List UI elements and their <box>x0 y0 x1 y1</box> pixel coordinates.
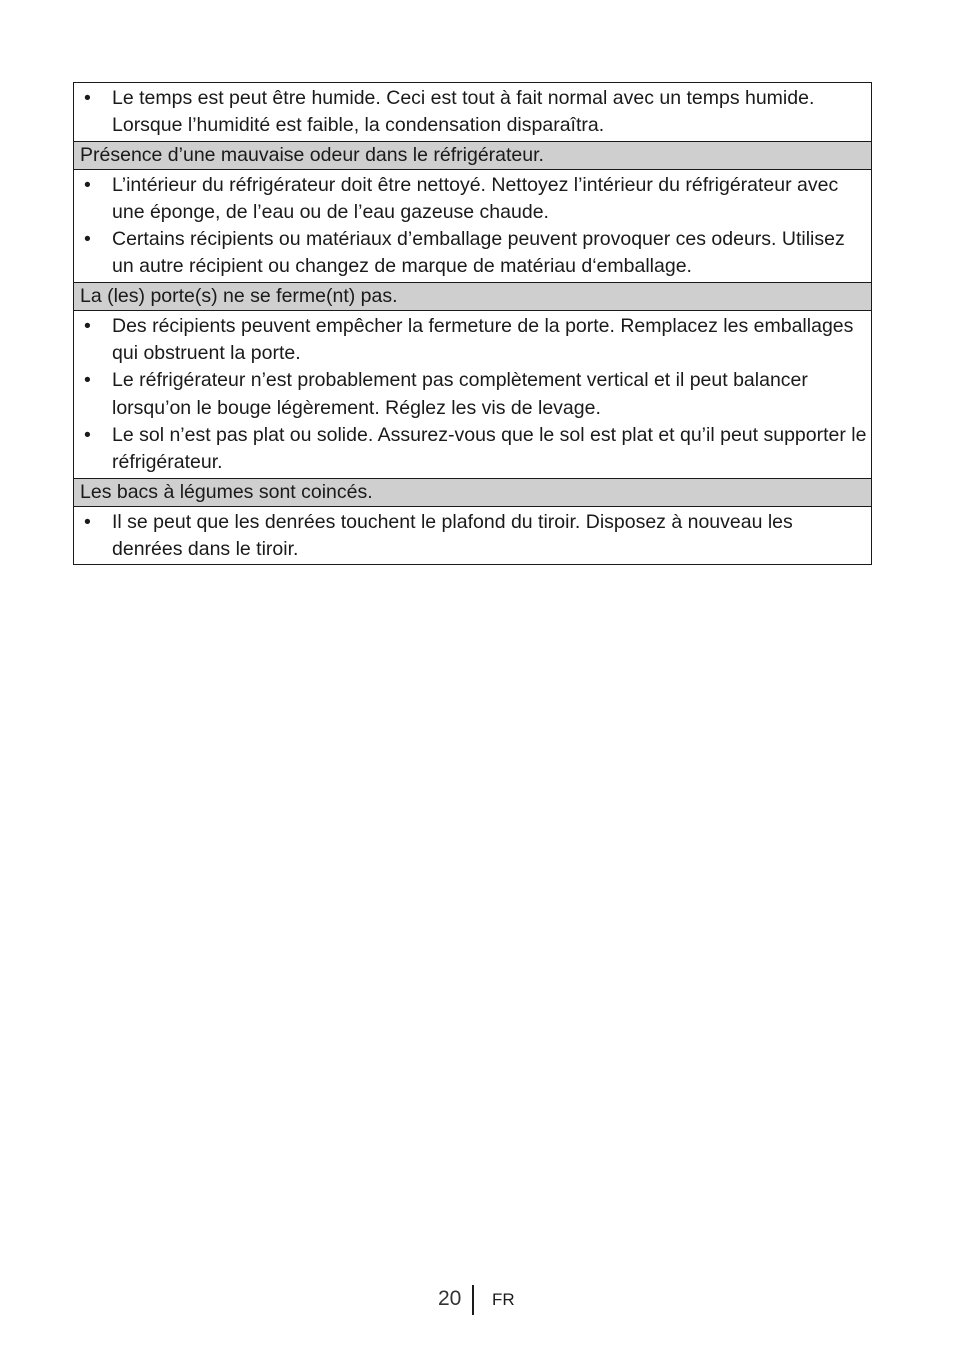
table-body-cell <box>74 170 871 282</box>
list-item <box>80 226 867 281</box>
bullet: • <box>84 510 91 533</box>
bullet: • <box>84 314 91 337</box>
item-text: Le temps est peut être humide. Ceci est tout à fait normal avec un temps humide. Lorsque l’humidité est faible, la condensation disparaîtra. <box>112 87 815 137</box>
bullet: • <box>84 369 91 392</box>
list-item <box>80 85 867 140</box>
list-item <box>80 509 867 564</box>
list-item <box>80 422 867 477</box>
bullet: • <box>84 228 91 251</box>
item-text: Il se peut que les denrées touchent le plafond du tiroir. Disposez à nouveau les denrées dans le tiroir. <box>112 510 793 560</box>
bullet: • <box>84 423 91 446</box>
item-text: L’intérieur du réfrigérateur doit être nettoyé. Nettoyez l’intérieur du réfrigérateur avec une éponge, de l’eau ou de l’eau gazeuse chaude. <box>112 173 839 223</box>
footer-divider <box>472 1285 474 1315</box>
language-code: FR <box>492 1290 515 1309</box>
bullet: • <box>84 87 91 109</box>
table-body-cell <box>74 311 871 478</box>
item-text: Le sol n’est pas plat ou solide. Assurez-vous que le sol est plat et qu’il peut supporter le réfrigérateur. <box>112 423 867 474</box>
item-text: Certains récipients ou matériaux d’emballage peuvent provoquer ces odeurs. Utilisez un autre récipient ou changez de marque de matériau d‘emballage. <box>112 228 845 278</box>
item-text: Des récipients peuvent empêcher la fermeture de la porte. Remplacez les emballages qui obstruent la porte. <box>112 314 854 365</box>
bullet: • <box>84 173 91 196</box>
list-item <box>80 172 867 227</box>
list-item <box>80 313 867 368</box>
section-heading: Les bacs à légumes sont coincés. <box>74 478 871 507</box>
troubleshooting-table <box>73 82 872 565</box>
table-body-cell <box>74 507 871 565</box>
table-body-cell <box>74 83 871 141</box>
section-heading: Présence d’une mauvaise odeur dans le réfrigérateur. <box>74 141 871 170</box>
page-footer <box>0 1285 954 1315</box>
item-text: Le réfrigérateur n’est probablement pas complètement vertical et il peut balancer lorsqu’on le bouge légèrement. Réglez les vis de levage. <box>112 369 808 419</box>
section-heading: La (les) porte(s) ne se ferme(nt) pas. <box>74 282 871 311</box>
page-number: 20 <box>438 1287 462 1310</box>
list-item <box>80 367 867 422</box>
